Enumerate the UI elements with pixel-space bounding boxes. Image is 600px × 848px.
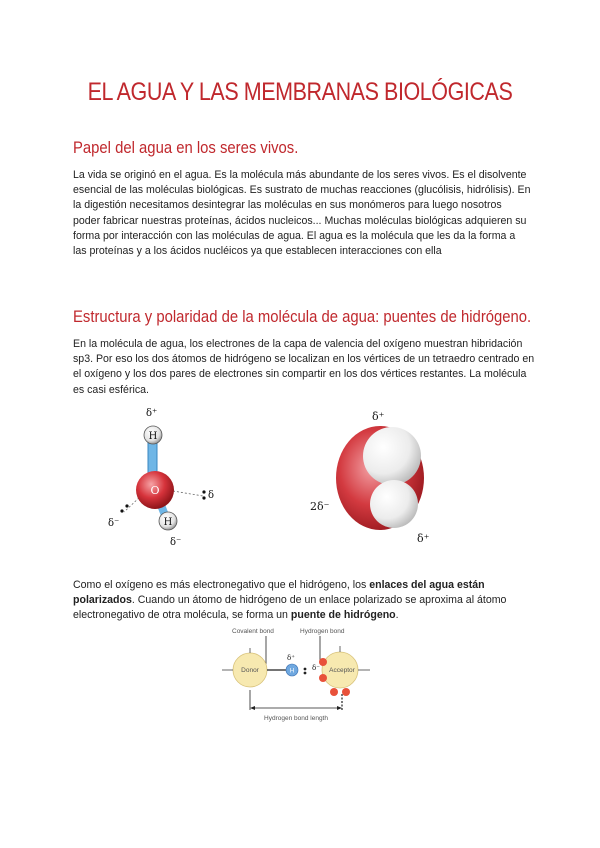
arrowhead-left [250,706,255,710]
lone-pair-lobe [342,688,350,696]
electron-dot [120,509,123,512]
atom-label-o: O [150,484,160,497]
lone-pair-lobe [319,658,327,666]
lone-pair-lobe [330,688,338,696]
delta-minus-left: δ⁻ [108,518,120,529]
paragraph-part-1: Como el oxígeno es más electronegativo que el hidrógeno, los [73,579,370,591]
hydrogen-sphere-bottom [370,480,418,528]
paragraph-part-3: . [395,609,399,622]
section-heading-papel: Papel del agua en los seres vivos. [73,139,299,157]
bond-length-label: Hydrogen bond length [264,715,328,722]
hydrogen-bond-label: Hydrogen bond [300,628,345,635]
covalent-bond-label: Covalent bond [232,628,274,635]
water-space-fill-figure [300,400,460,550]
two-delta-minus: 2δ⁻ [310,500,330,513]
water-ball-stick-figure [100,400,240,550]
hydrogen-label: H [289,668,295,675]
paragraph-part-2: . Cuando un átomo de hidrógeno de un enlace polarizado se aproxima al átomo electronegativo de otra molécula, se forma un [73,594,507,622]
donor-label: Donor [241,667,259,674]
lone-pair-lobe [319,674,327,682]
acceptor-delta-minus: δ⁻ [312,664,320,672]
hydrogen-sphere-top [363,427,421,485]
delta-right: δ [208,490,215,501]
paragraph-estructura: En la molécula de agua, los electrones de la capa de valencia del oxígeno muestran hibridación sp3. Por eso los dos átomos de hidrógeno se localizan en los vértices de un tetraedro centrado en el oxígeno y los dos pares de electrones sin compartir en los dos vértices restantes. La molécula es casi esférica. [73,338,535,396]
lone-pair-right [173,491,203,496]
acceptor-label: Acceptor [329,667,355,674]
hbond-dot [304,668,307,671]
hydrogen-bond-figure [218,624,398,728]
electron-dot [202,496,205,499]
paragraph-polaridad [73,578,533,624]
delta-top: δ⁺ [372,410,385,423]
delta-plus-bottom: δ⁺ [417,532,430,545]
hbond-dot [304,672,307,675]
paragraph-papel: La vida se originó en el agua. Es la molécula más abundante de los seres vivos. Es el disolvente esencial de las moléculas biológicas. Es sustrato de muchas reacciones (glucólisis, hidrólisis). En la digestión necesitamos desintegrar las moléculas en sus monómeros para luego nosotros poder fabricar nuestras proteínas, ácidos nucleicos... Muchas moléculas biológicas adquieren su forma por interacción con las moléculas de agua. El agua es la molécula que les da la forma a las proteínas y a los ácidos nucléicos ya que establecen interacciones con ella [73,169,531,258]
electron-dot [202,490,205,493]
electron-dot [125,504,128,507]
arrowhead-right [337,706,342,710]
atom-label-h-bottom: H [163,517,173,528]
delta-minus-bottom: δ⁻ [170,537,182,548]
delta-plus-top: δ⁺ [146,408,158,419]
hydrogen-delta-plus: δ⁺ [287,654,295,662]
bold-puente-hidrogeno: puente de hidrógeno [290,609,396,622]
bold-enlaces-polarizados: enlaces del agua están polarizados [73,579,485,607]
atom-label-h-top: H [148,431,158,442]
page-title: EL AGUA Y LAS MEMBRANAS BIOLÓGICAS [87,78,513,106]
section-heading-estructura: Estructura y polaridad de la molécula de agua: puentes de hidrógeno. [73,308,532,326]
